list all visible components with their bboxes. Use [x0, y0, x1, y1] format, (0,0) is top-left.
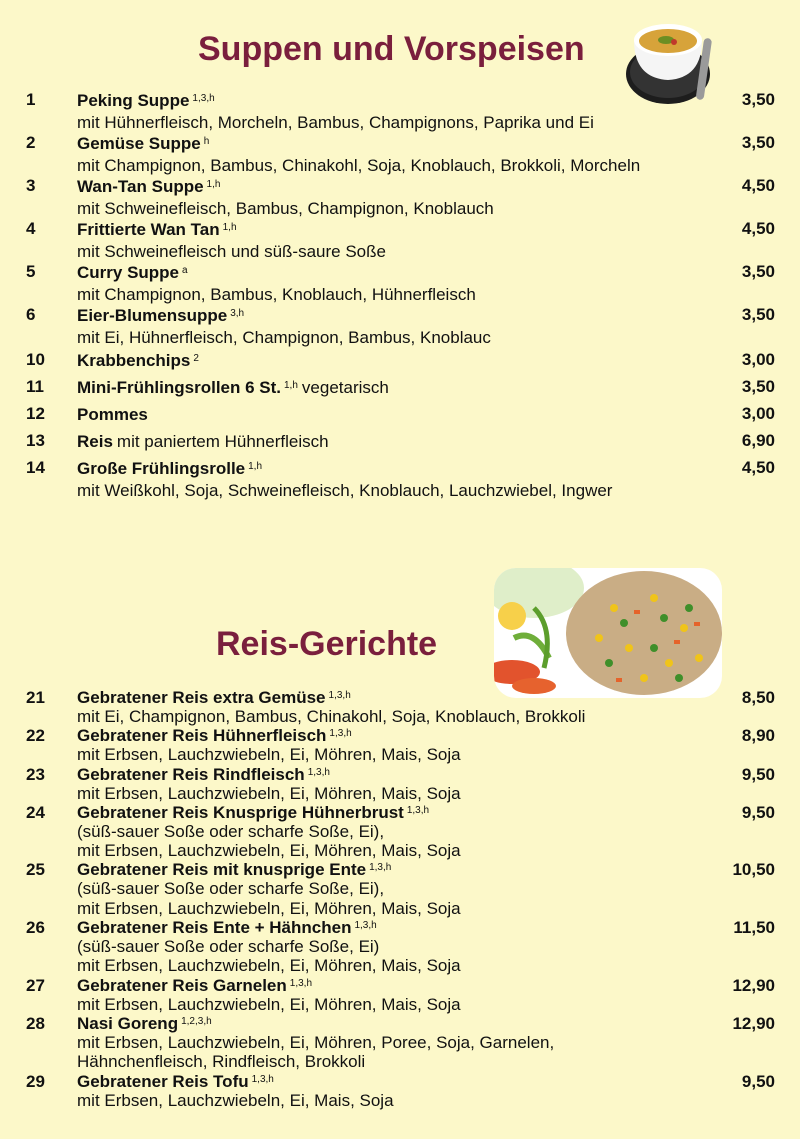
- item-name: Frittierte Wan Tan: [77, 220, 220, 239]
- soup-menu-list: [0, 90, 800, 501]
- item-price: 12,90: [732, 975, 775, 995]
- menu-item: [0, 176, 800, 219]
- item-name: Pommes: [77, 405, 148, 424]
- item-title-line: [77, 133, 710, 155]
- item-description: mit Erbsen, Lauchzwiebeln, Ei, Möhren, Mais, Soja: [77, 956, 461, 976]
- allergen-codes: 1,3,h: [369, 862, 392, 874]
- item-note: mit paniertem Hühnerfleisch: [116, 432, 329, 451]
- item-name: Gemüse Suppe: [77, 134, 201, 153]
- item-title-line: [77, 860, 710, 879]
- item-name: Gebratener Reis mit knusprige Ente: [77, 860, 367, 880]
- item-price: 4,50: [741, 219, 775, 238]
- item-name: Krabbenchips: [77, 351, 191, 370]
- menu-item: [0, 305, 800, 348]
- item-price: 4,50: [741, 176, 775, 195]
- item-price: 11,50: [733, 918, 775, 938]
- allergen-codes: 1,3,h: [406, 804, 430, 816]
- item-title-line: [77, 1014, 710, 1033]
- item-description: mit Erbsen, Lauchzwiebeln, Ei, Möhren, Poree, Soja, Garnelen,: [77, 1032, 555, 1052]
- item-price: 4,50: [741, 458, 775, 477]
- item-note: vegetarisch: [301, 378, 389, 397]
- menu-item: [0, 688, 800, 726]
- allergen-codes: h: [203, 136, 210, 147]
- item-name: Gebratener Reis Hühnerfleisch: [77, 726, 327, 746]
- item-title-line: [77, 350, 710, 372]
- item-name: Gebratener Reis Garnelen: [77, 975, 287, 995]
- item-number: 14: [26, 458, 45, 477]
- menu-item: [0, 1072, 800, 1110]
- menu-item: [0, 1014, 800, 1072]
- item-name: Mini-Frühlingsrollen 6 St.: [77, 378, 281, 397]
- menu-item: [0, 860, 800, 918]
- item-number: 2: [26, 133, 36, 152]
- item-number: 28: [26, 1013, 45, 1033]
- section-title-reis: Reis-Gerichte: [216, 625, 438, 663]
- item-number: 4: [26, 219, 36, 238]
- item-title-line: [77, 262, 710, 284]
- fried-rice-image: [494, 568, 722, 698]
- allergen-codes: 1,h: [206, 179, 221, 190]
- menu-item: [0, 377, 800, 399]
- item-title-line: [77, 765, 710, 784]
- item-number: 11: [26, 377, 44, 396]
- item-number: 22: [26, 726, 45, 746]
- menu-item: [0, 219, 800, 262]
- item-description: (süß-sauer Soße oder scharfe Soße, Ei),: [77, 821, 385, 841]
- allergen-codes: 1,3,h: [192, 93, 215, 104]
- item-title-line: [77, 377, 710, 399]
- item-number: 1: [26, 90, 36, 109]
- item-description: mit Erbsen, Lauchzwiebeln, Ei, Möhren, Mais, Soja: [77, 841, 461, 861]
- allergen-codes: 1,3,h: [307, 766, 330, 778]
- item-description: mit Erbsen, Lauchzwiebeln, Ei, Mais, Soja: [77, 1090, 394, 1110]
- section-title-suppen: Suppen und Vorspeisen: [198, 30, 585, 68]
- item-number: 5: [26, 262, 36, 281]
- item-price: 3,00: [741, 350, 775, 369]
- item-name: Gebratener Reis Knusprige Hühnerbrust: [77, 802, 404, 822]
- item-price: 9,50: [741, 802, 775, 822]
- item-name: Gebratener Reis Ente + Hähnchen: [77, 918, 352, 938]
- item-description: mit Champignon, Bambus, Knoblauch, Hühnerfleisch: [77, 285, 476, 304]
- item-number: 27: [26, 975, 45, 995]
- item-number: 23: [26, 764, 45, 784]
- item-description: mit Schweinefleisch, Bambus, Champignon, Knoblauch: [77, 199, 494, 218]
- allergen-codes: 1,h: [248, 461, 263, 472]
- allergen-codes: 1,3,h: [251, 1073, 274, 1085]
- menu-item: [0, 803, 800, 861]
- item-number: 3: [26, 176, 36, 195]
- item-price: 3,50: [741, 90, 775, 109]
- item-description: mit Erbsen, Lauchzwiebeln, Ei, Möhren, Mais, Soja: [77, 783, 461, 803]
- allergen-codes: 1,3,h: [328, 690, 351, 701]
- allergen-codes: 2: [193, 353, 199, 364]
- item-title-line: [77, 219, 710, 241]
- item-title-line: [77, 726, 710, 745]
- menu-item: [0, 404, 800, 426]
- item-price: 3,50: [741, 133, 775, 152]
- menu-item: [0, 765, 800, 803]
- item-description: mit Weißkohl, Soja, Schweinefleisch, Knoblauch, Lauchzwiebel, Ingwer: [77, 481, 613, 500]
- item-price: 3,50: [741, 305, 775, 324]
- item-title-line: [77, 176, 710, 198]
- allergen-codes: 1,h: [284, 380, 298, 391]
- item-price: 12,90: [732, 1013, 775, 1033]
- item-number: 26: [26, 918, 45, 938]
- item-title-line: [77, 688, 710, 707]
- menu-item: [0, 976, 800, 1014]
- item-name: Wan-Tan Suppe: [77, 177, 204, 196]
- item-name: Eier-Blumensuppe: [77, 306, 228, 325]
- menu-item: [0, 918, 800, 976]
- item-number: 24: [26, 802, 45, 822]
- item-description: mit Erbsen, Lauchzwiebeln, Ei, Möhren, Mais, Soja: [77, 745, 461, 765]
- item-number: 10: [26, 350, 45, 369]
- item-number: 13: [26, 431, 45, 450]
- item-number: 21: [26, 688, 45, 707]
- item-title-line: [77, 1072, 710, 1091]
- item-description: mit Erbsen, Lauchzwiebeln, Ei, Möhren, Mais, Soja: [77, 898, 461, 918]
- item-price: 3,00: [741, 404, 775, 423]
- item-description: mit Champignon, Bambus, Chinakohl, Soja, Knoblauch, Brokkoli, Morcheln: [77, 156, 641, 175]
- item-description: mit Hühnerfleisch, Morcheln, Bambus, Champignons, Paprika und Ei: [77, 113, 594, 132]
- allergen-codes: 1,h: [222, 222, 237, 233]
- menu-item: [0, 431, 800, 453]
- item-name: Gebratener Reis Rindfleisch: [77, 764, 305, 784]
- item-number: 25: [26, 860, 45, 880]
- item-name: Curry Suppe: [77, 263, 180, 282]
- item-title-line: [77, 976, 710, 995]
- item-price: 8,90: [741, 726, 775, 746]
- item-name: Nasi Goreng: [77, 1013, 179, 1033]
- rice-menu-list: [0, 688, 800, 1110]
- allergen-codes: 1,3,h: [354, 920, 377, 932]
- allergen-codes: 1,2,3,h: [181, 1015, 212, 1027]
- item-description: mit Ei, Champignon, Bambus, Chinakohl, Soja, Knoblauch, Brokkoli: [77, 707, 586, 726]
- item-description: mit Erbsen, Lauchzwiebeln, Ei, Möhren, Mais, Soja: [77, 994, 461, 1014]
- menu-item: [0, 350, 800, 372]
- menu-item: [0, 458, 800, 501]
- item-name: Reis: [77, 432, 113, 451]
- item-description: mit Schweinefleisch und süß-saure Soße: [77, 242, 386, 261]
- allergen-codes: 1,3,h: [289, 977, 313, 989]
- item-price: 9,50: [741, 1071, 775, 1091]
- allergen-codes: 3,h: [230, 308, 245, 319]
- item-price: 9,50: [741, 764, 775, 784]
- item-number: 29: [26, 1071, 45, 1091]
- item-title-line: [77, 803, 710, 822]
- menu-item: [0, 262, 800, 305]
- item-name: Große Frühlingsrolle: [77, 459, 246, 478]
- item-price: 8,50: [741, 688, 775, 707]
- item-price: 10,50: [732, 860, 775, 880]
- item-title-line: [77, 458, 710, 480]
- item-name: Gebratener Reis extra Gemüse: [77, 688, 326, 707]
- item-number: 6: [26, 305, 36, 324]
- allergen-codes: 1,3,h: [329, 728, 352, 740]
- item-title-line: [77, 90, 710, 112]
- item-title-line: [77, 918, 710, 937]
- item-number: 12: [26, 404, 45, 423]
- item-name: Gebratener Reis Tofu: [77, 1071, 249, 1091]
- allergen-codes: a: [182, 265, 188, 276]
- item-title-line: [77, 305, 710, 327]
- item-title-line: [77, 431, 710, 453]
- menu-item: [0, 90, 800, 133]
- menu-item: [0, 133, 800, 176]
- item-price: 6,90: [741, 431, 775, 450]
- item-description: mit Ei, Hühnerfleisch, Champignon, Bambus, Knoblauc: [77, 328, 491, 347]
- item-price: 3,50: [741, 377, 775, 396]
- item-title-line: [77, 404, 710, 426]
- item-name: Peking Suppe: [77, 91, 190, 110]
- item-description: (süß-sauer Soße oder scharfe Soße, Ei): [77, 937, 380, 957]
- item-description: (süß-sauer Soße oder scharfe Soße, Ei),: [77, 879, 385, 899]
- item-description: Hähnchenfleisch, Rindfleisch, Brokkoli: [77, 1052, 366, 1072]
- item-price: 3,50: [741, 262, 775, 281]
- menu-item: [0, 726, 800, 764]
